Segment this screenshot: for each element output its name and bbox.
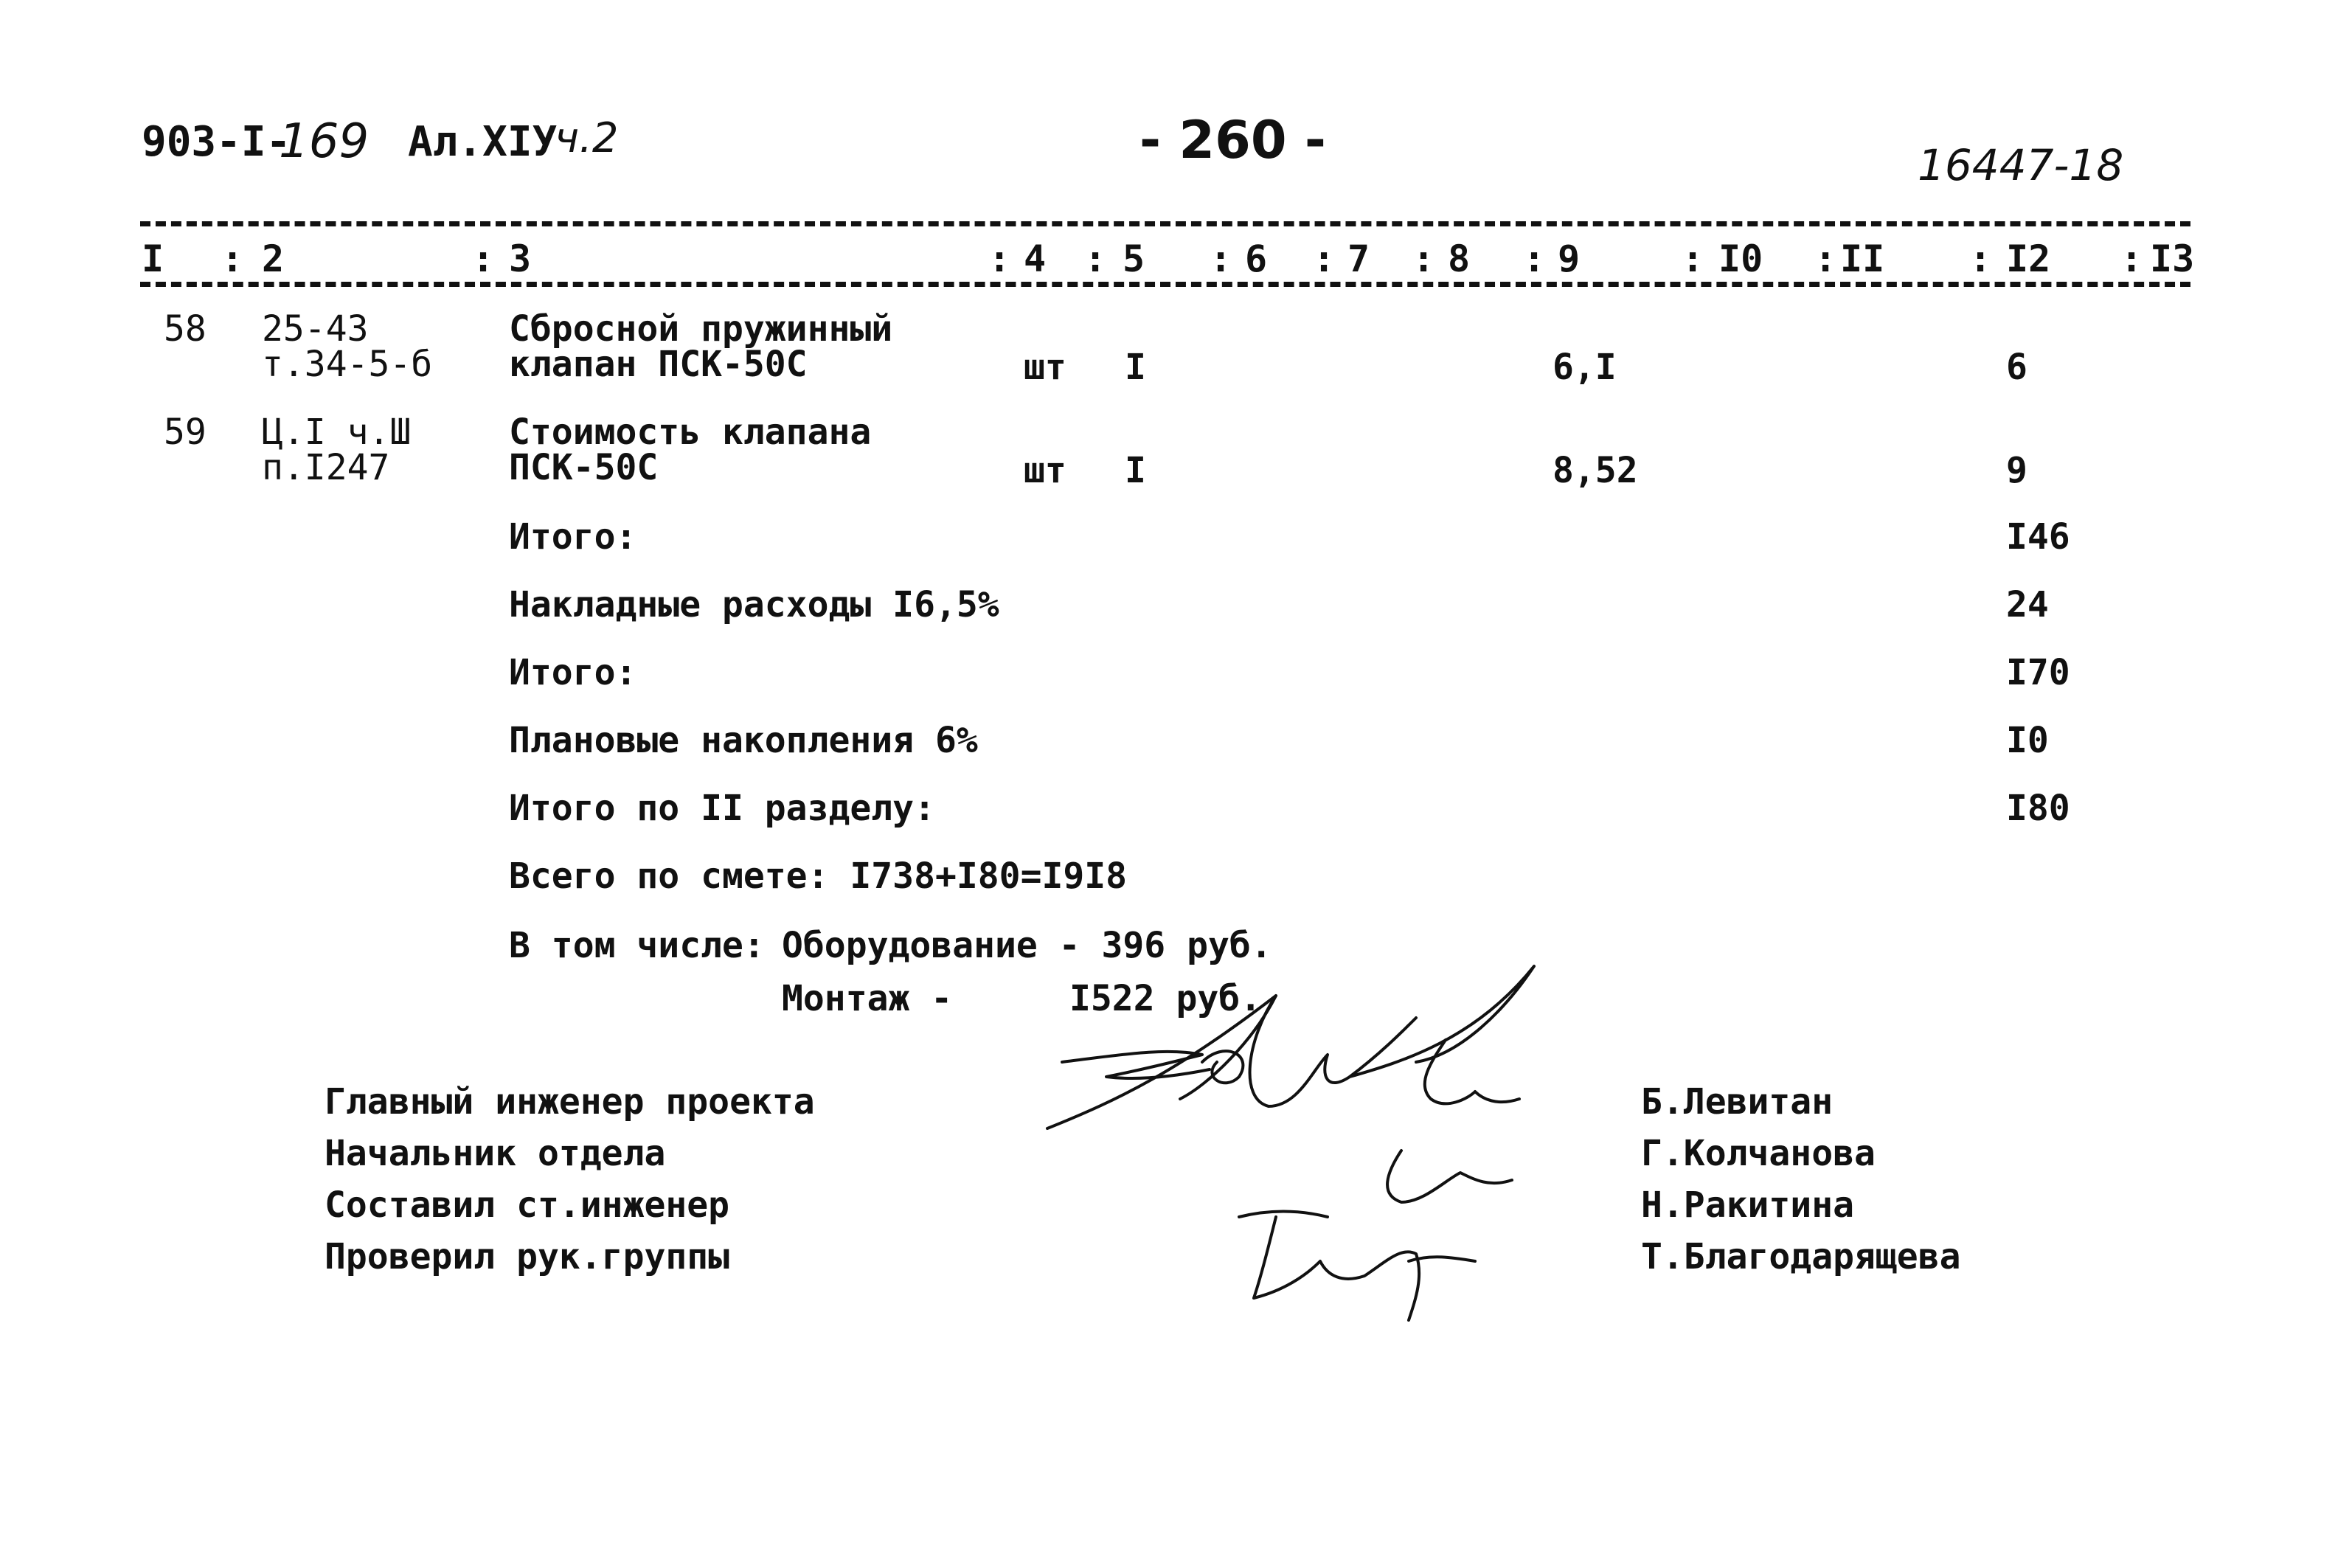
col-9: 9 <box>1558 237 1581 280</box>
summary-overhead-label: Накладные расходы I6,5% <box>509 584 999 625</box>
header-rule-top <box>140 221 2190 226</box>
row-59-unit: шт <box>1024 450 1066 491</box>
including-equipment: Оборудование - 396 руб. <box>782 925 1272 966</box>
summary-planned-label: Плановые накопления 6% <box>509 720 978 761</box>
row-58-price: 6,I <box>1553 347 1617 388</box>
col-6: 6 <box>1245 237 1268 280</box>
page-number: - 260 - <box>1139 110 1326 170</box>
col-separator: : <box>1969 237 1992 280</box>
album-part-handwritten: ч.2 <box>555 114 619 162</box>
summary-subtotal-label: Итого: <box>509 516 637 558</box>
doc-code-handwritten: 169 <box>279 114 370 169</box>
col-separator: : <box>2120 237 2143 280</box>
col-2: 2 <box>262 237 285 280</box>
summary-planned-value: I0 <box>2006 720 2049 761</box>
row-59-number: 59 <box>164 412 207 453</box>
handwritten-signatures <box>1033 951 1637 1335</box>
signatory-name-levitan: Б.Левитан <box>1641 1081 1834 1123</box>
col-separator: : <box>1210 237 1232 280</box>
col-13: I3 <box>2150 237 2195 280</box>
row-59-code-line1: Ц.I ч.Ш <box>262 412 412 453</box>
col-separator: : <box>988 237 1011 280</box>
col-3: 3 <box>509 237 532 280</box>
row-58-name-line1: Сбросной пружинный <box>509 308 893 350</box>
summary-section-total-value: I80 <box>2006 788 2070 829</box>
col-separator: : <box>1084 237 1107 280</box>
row-58-number: 58 <box>164 308 207 350</box>
row-59-price: 8,52 <box>1553 450 1638 491</box>
summary-subtotal2-value: I70 <box>2006 652 2070 693</box>
col-4: 4 <box>1024 237 1047 280</box>
signatory-name-blagodaryashcheva: Т.Благодарящева <box>1641 1236 1961 1277</box>
col-8: 8 <box>1448 237 1471 280</box>
col-separators: : <box>221 237 244 280</box>
doc-code: 903-I- <box>142 118 291 166</box>
col-separator: : <box>1682 237 1704 280</box>
signatory-role-compiler: Составил ст.инженер <box>325 1184 730 1226</box>
row-58-qty: I <box>1125 347 1146 388</box>
row-58-unit: шт <box>1024 347 1066 388</box>
col-separator: : <box>1412 237 1435 280</box>
including-label: В том числе: <box>509 925 765 966</box>
summary-subtotal-value: I46 <box>2006 516 2070 558</box>
row-58-total: 6 <box>2006 347 2027 388</box>
row-59-code-line2: п.I247 <box>262 447 390 488</box>
col-separator: : <box>472 237 495 280</box>
col-12: I2 <box>2006 237 2051 280</box>
including-montage-value: I522 руб. <box>1069 978 1262 1019</box>
row-59-name-line2: ПСК-50С <box>509 447 659 488</box>
summary-subtotal2-label: Итого: <box>509 652 637 693</box>
row-59-name-line1: Стоимость клапана <box>509 412 872 453</box>
signatory-role-chief-engineer: Главный инженер проекта <box>325 1081 815 1123</box>
col-separator: : <box>1814 237 1837 280</box>
signatory-name-rakitina: Н.Ракитина <box>1641 1184 1854 1226</box>
album-label: Ал.XIУ <box>408 118 558 166</box>
reference-number-handwritten: 16447-18 <box>1918 140 2124 190</box>
grand-total: Всего по смете: I738+I80=I9I8 <box>509 856 1128 897</box>
row-59-qty: I <box>1125 450 1146 491</box>
signatory-name-kolchanova: Г.Колчанова <box>1641 1133 1876 1174</box>
including-montage-label: Монтаж - <box>782 978 953 1019</box>
col-1: I <box>142 237 164 280</box>
col-11: II <box>1840 237 1885 280</box>
col-separator: : <box>1313 237 1336 280</box>
col-10: I0 <box>1718 237 1763 280</box>
row-58-code-line1: 25-43 <box>262 308 369 350</box>
row-59-total: 9 <box>2006 450 2027 491</box>
col-7: 7 <box>1347 237 1370 280</box>
signatory-role-department-head: Начальник отдела <box>325 1133 666 1174</box>
signatory-role-checker: Проверил рук.группы <box>325 1236 730 1277</box>
row-58-name-line2: клапан ПСК-50С <box>509 344 808 385</box>
header-rule-bottom <box>140 282 2190 287</box>
row-58-code-line2: т.34-5-б <box>262 344 433 385</box>
summary-overhead-value: 24 <box>2006 584 2049 625</box>
col-separator: : <box>1523 237 1546 280</box>
col-5: 5 <box>1123 237 1145 280</box>
summary-section-total-label: Итого по II разделу: <box>509 788 935 829</box>
